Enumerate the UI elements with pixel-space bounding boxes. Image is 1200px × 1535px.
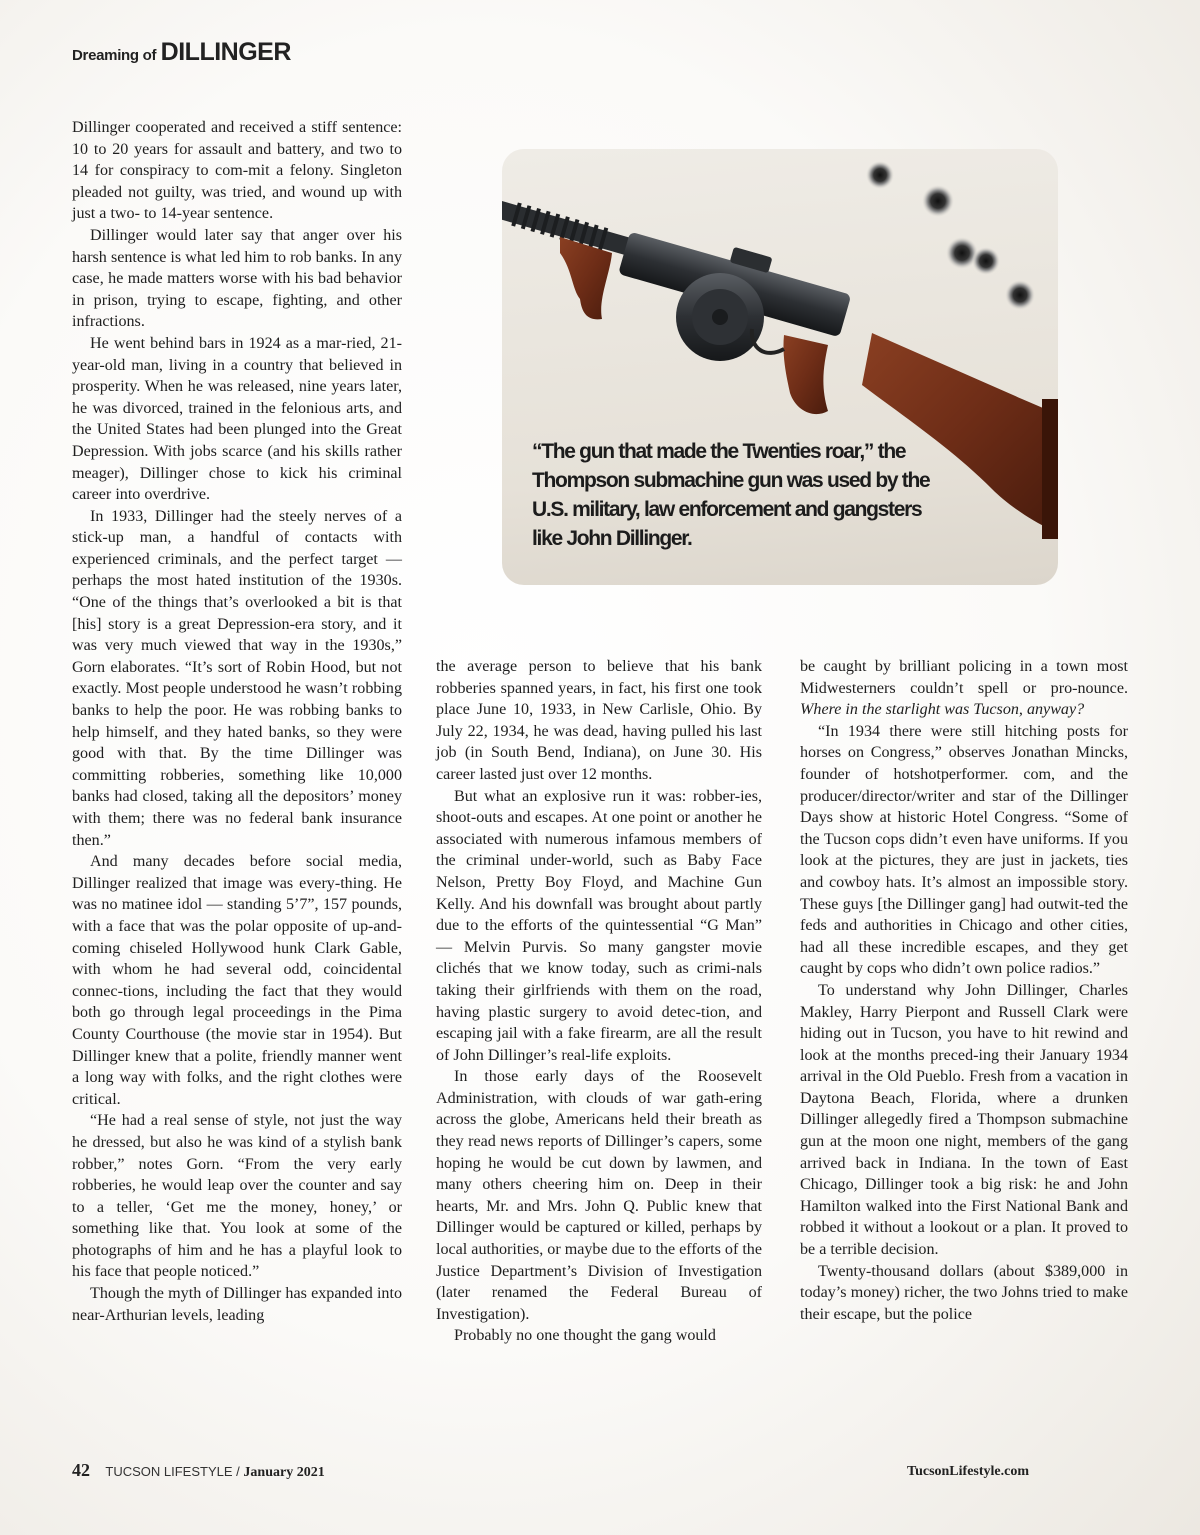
gun-photo <box>502 149 1058 585</box>
paragraph <box>800 656 1128 721</box>
magazine-name: TUCSON LIFESTYLE <box>105 1464 233 1479</box>
article-column-1 <box>72 117 402 1326</box>
paragraph: “He had a real sense of style, not just the way he dressed, but also he was kind of a stylish bank robber,” notes Gorn. “From the very early robberies, he would leap over the counter and say to a teller, ‘Get me the money, honey,’ or something like that. You look at some of the photographs of him and he has a playful look to his face that people noticed.” <box>72 1112 402 1281</box>
folio-separator: / <box>236 1464 240 1479</box>
front-grip <box>560 237 612 319</box>
paragraph: Though the myth of Dillinger has expanded into near-Arthurian levels, leading <box>72 1285 402 1324</box>
paragraph: “In 1934 there were still hitching posts for horses on Congress,” observes Jonathan Mincks, founder of hotshotperformer. com, and the producer/director/writer and star of the Dillinger Days show at historic Hotel Congress. “Some of the Tucson cops didn’t even have uniforms. If you look at the pictures, they are just in jackets, ties and cowboy hats. It’s almost an impossible story. These guys [the Dillinger gang] had outwit-ted the feds and authorities in Chicago and other cities, had all these incredible escapes, and they get caught by cops who didn’t own police radios.” <box>800 722 1128 978</box>
paragraph: Probably no one thought the gang would <box>454 1327 716 1345</box>
paragraph: Dillinger cooperated and received a stiff sentence: 10 to 20 years for assault and battery, and two to 14 for conspiracy to com-mit a felony. Singleton pleaded not guilty, was tried, and wound up with just a two- to 14-year sentence. <box>72 119 402 223</box>
article-column-3 <box>800 656 1128 1325</box>
website-link[interactable]: TucsonLifestyle.com <box>907 1464 1029 1479</box>
paragraph: To understand why John Dillinger, Charles Makley, Harry Pierpont and Russell Clark were hiding out in Tucson, you have to hit rewind and look at the months preced-ing their January 1934 arrival in the Old Pueblo. Fresh from a vacation in Daytona Beach, Florida, where a drunken Dillinger allegedly fired a Thompson submachine gun at the moon one night, members of the gang arrived back in Indiana. In the town of East Chicago, Dillinger took a big risk: he and John Hamilton walked into the First National Bank and robbed it without a lookout or a plan. It proved to be a terrible decision. <box>800 981 1128 1259</box>
rear-grip <box>783 335 828 414</box>
paragraph: He went behind bars in 1924 as a mar-ried, 21-year-old man, living in a country that believed in prosperity. When he was released, nine years later, he was divorced, trained in the felonious arts, and the United States had been plunged into the Great Depression. With jobs scarce (and his skills rather meager), Dillinger chose to kick his criminal career into overdrive. <box>72 334 402 504</box>
running-header <box>72 38 291 67</box>
paragraph: In those early days of the Roosevelt Administration, with clouds of war gath-ering across the globe, Americans held their breath as they read news reports of Dillinger’s capers, some hoping he would be cut down by lawmen, and many others cheering him on. Deep in their hearts, Mr. and Mrs. John Q. Public knew that Dillinger would be captured or killed, perhaps by local authorities, or maybe due to the efforts of the Justice Department’s Division of Investigation (later renamed the Federal Bureau of Investigation). <box>436 1068 762 1323</box>
paragraph: But what an explosive run it was: robber-ies, shoot-outs and escapes. At one point or another he associated with numerous infamous members of the criminal under-world, such as Baby Face Nelson, Pretty Boy Floyd, and Machine Gun Kelly. And his downfall was brought about partly due to the efforts of the quintessential “G Man” — Melvin Purvis. So many gangster movie clichés that we know today, such as crimi-nals taking their girlfriends with them on the road, having plastic surgery to avoid detec-tion, and escaping jail with a fake firearm, are all the result of John Dillinger’s real-life exploits. <box>436 787 762 1064</box>
article-column-2 <box>436 656 762 1347</box>
page-folio <box>72 1460 325 1481</box>
issue-date: January 2021 <box>243 1465 325 1480</box>
paragraph: Twenty-thousand dollars (about $389,000 in today’s money) richer, the two Johns tried to make their escape, but the police <box>800 1262 1128 1323</box>
photo-caption: “The gun that made the Twenties roar,” the Thompson submachine gun was used by the U.S. military, law enforcement and gangsters like John Dillinger. <box>532 440 930 550</box>
italic-question: Where in the starlight was Tucson, anyway? <box>800 701 1085 719</box>
page-number: 42 <box>72 1460 90 1480</box>
header-title: DILLINGER <box>160 38 291 66</box>
header-prefix: Dreaming of <box>72 47 157 64</box>
paragraph: Dillinger would later say that anger over his harsh sentence is what led him to rob banks. In any case, he made matters worse with his bad behavior in prison, trying to escape, fighting, and other infractions. <box>72 226 402 331</box>
paragraph-text: be caught by brilliant policing in a town most Midwesterners couldn’t spell or pro-nounce. <box>800 658 1128 697</box>
paragraph: In 1933, Dillinger had the steely nerves of a stick-up man, a handful of contacts with experienced criminals, and the perfect target — perhaps the most hated institution of the 1930s. “One of the things that’s overlooked a bit is that [his] story is a great Depression-era story, and it was very much viewed that way in the 1930s,” Gorn elaborates. “It’s sort of Robin Hood, but not exactly. Most people understood he wasn’t robbing banks to help the poor. He was robbing banks to help himself, and they hated banks, so they were good with that. By the time Dillinger was committing robberies, something like 10,000 banks had closed, taking all the depositors’ money with them; there was no federal bank insurance then.” <box>72 507 402 849</box>
bullet-hole-icon <box>866 161 894 189</box>
bullet-hole-icon <box>972 247 1000 275</box>
paragraph: And many decades before social media, Dillinger realized that image was every-thing. He was no matinee idol — standing 5’7”, 157 pounds, with a face that was the polar opposite of up-and-coming chiseled Hollywood hunk Clark Gable, with whom he had several odd, coincidental connec-tions, including the fact that they would both go through legal proceedings in the Pima County Courthouse (the movie star in 1954). But Dillinger knew that a polite, friendly manner went a long way with folks, and the right clothes were critical. <box>72 853 402 1108</box>
bullet-hole-icon <box>1005 280 1035 310</box>
paragraph: the average person to believe that his bank robberies spanned years, in fact, his first one took place June 10, 1933, in New Carlisle, Ohio. By July 22, 1934, he was dead, having pulled his last job (in South Bend, Indiana), on June 30. His career lasted just over 12 months. <box>436 658 762 783</box>
bullet-hole-icon <box>922 185 954 217</box>
